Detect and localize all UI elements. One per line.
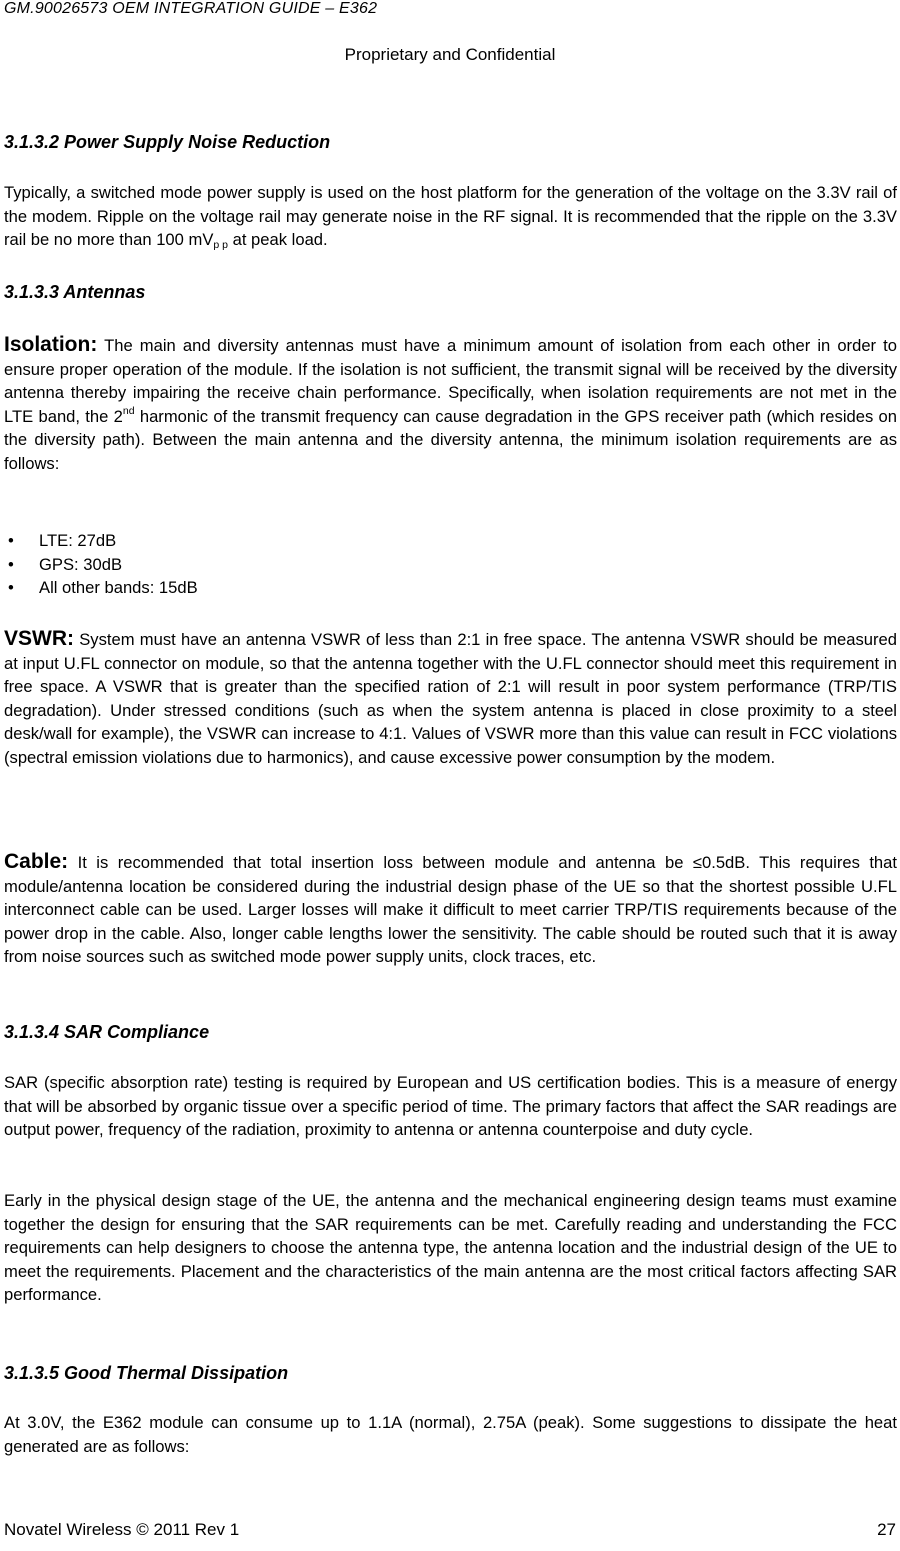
bullet-icon: • xyxy=(8,578,14,597)
heading-antennas: 3.1.3.3 Antennas xyxy=(4,282,146,302)
cable-lead: Cable: xyxy=(4,850,69,873)
list-item xyxy=(4,576,198,600)
paragraph-power-supply-noise xyxy=(4,181,897,252)
vswr-text: System must have an antenna VSWR of less than 2:1 in free space. The antenna VSWR should be measured at input U.FL connector on module, so that the antenna together with the U.FL connector should meet this requirement in free space. A VSWR that is greater than the specified ration of 2:1 will result in poor system performance (TRP/TIS degradation). Under stressed conditions (such as when the system antenna is placed in close proximity to a steel desk/wall for example), the VSWR can increase to 4:1. Values of VSWR more than this value can result in FCC violations (spectral emission violations due to harmonics), and cause excessive power consumption by the modem. xyxy=(4,630,897,767)
page-number: 27 xyxy=(877,1520,896,1539)
paragraph-thermal: At 3.0V, the E362 module can consume up to 1.1A (normal), 2.75A (peak). Some suggestions to dissipate the heat generated are as follows: xyxy=(4,1413,897,1456)
ripple-subscript: p p xyxy=(213,239,228,252)
paragraph-sar-2: Early in the physical design stage of the UE, the antenna and the mechanical engineering design teams must examine together the design for ensuring that the SAR requirements can be met. Carefully reading and understanding the FCC requirements can help designers to choose the antenna type, the antenna location and the industrial design of the UE to meet the requirements. Placement and the characteristics of the main antenna are the most critical factors affecting SAR performance. xyxy=(4,1191,897,1305)
paragraph-vswr xyxy=(4,627,897,770)
power-noise-text-end: at peak load. xyxy=(228,230,328,250)
paragraph-isolation xyxy=(4,333,897,476)
list-item-text: LTE: 27dB xyxy=(39,531,117,550)
isolation-requirements-list xyxy=(4,529,198,600)
bullet-icon: • xyxy=(8,531,14,550)
heading-thermal-dissipation: 3.1.3.5 Good Thermal Dissipation xyxy=(4,1363,289,1383)
isolation-text: The main and diversity antennas must have a minimum amount of isolation from each other in order to ensure proper operation of the module. If the isolation is not sufficient, the transmit signal will be received by the diversity antenna thereby impairing the receive chain performance. Specifically, when isolation requirements are not met in the LTE band, the 2 xyxy=(4,336,897,426)
list-item xyxy=(4,553,198,577)
paragraph-sar-1: SAR (specific absorption rate) testing is required by European and US certification bodies. This is a measure of energy that will be absorbed by organic tissue over a specific period of time. The primary factors that affect the SAR readings are output power, frequency of the radiation, proximity to antenna or antenna counterpoise and duty cycle. xyxy=(4,1073,897,1140)
confidential-notice: Proprietary and Confidential xyxy=(344,45,556,64)
isolation-text-continued: harmonic of the transmit frequency can cause degradation in the GPS receiver path (which resides on the diversity path). Between the main antenna and the diversity antenna, the minimum isolation requirements are as follows: xyxy=(4,406,897,473)
list-item-text: GPS: 30dB xyxy=(39,554,123,574)
isolation-lead: Isolation: xyxy=(4,333,98,356)
vswr-lead: VSWR: xyxy=(4,627,74,650)
cable-text: It is recommended that total insertion loss between module and antenna be ≤0.5dB. This requires that module/antenna location be considered during the industrial design phase of the UE so that the shortest possible U.FL interconnect cable can be used. Larger losses will make it difficult to meet carrier TRP/TIS requirements because of the power drop in the cable. Also, longer cable lengths lower the sensitivity. The cable should be routed such that it is away from noise sources such as switched mode power supply units, clock traces, etc. xyxy=(4,853,897,967)
footer-copyright: Novatel Wireless © 2011 Rev 1 xyxy=(4,1520,240,1539)
document-title-header: GM.90026573 OEM INTEGRATION GUIDE – E362 xyxy=(4,0,378,17)
heading-sar-compliance: 3.1.3.4 SAR Compliance xyxy=(4,1022,210,1042)
list-item xyxy=(4,529,198,553)
paragraph-cable xyxy=(4,850,897,969)
bullet-icon: • xyxy=(8,554,14,574)
power-noise-text: Typically, a switched mode power supply is used on the host platform for the generation of the voltage on the 3.3V rail of the modem. Ripple on the voltage rail may generate noise in the RF signal. It is recommended that the ripple on the 3.3V rail be no more than 100 mV xyxy=(4,183,897,250)
isolation-superscript: nd xyxy=(122,404,135,417)
list-item-text: All other bands: 15dB xyxy=(39,578,198,597)
heading-power-supply-noise: 3.1.3.2 Power Supply Noise Reduction xyxy=(4,132,331,152)
